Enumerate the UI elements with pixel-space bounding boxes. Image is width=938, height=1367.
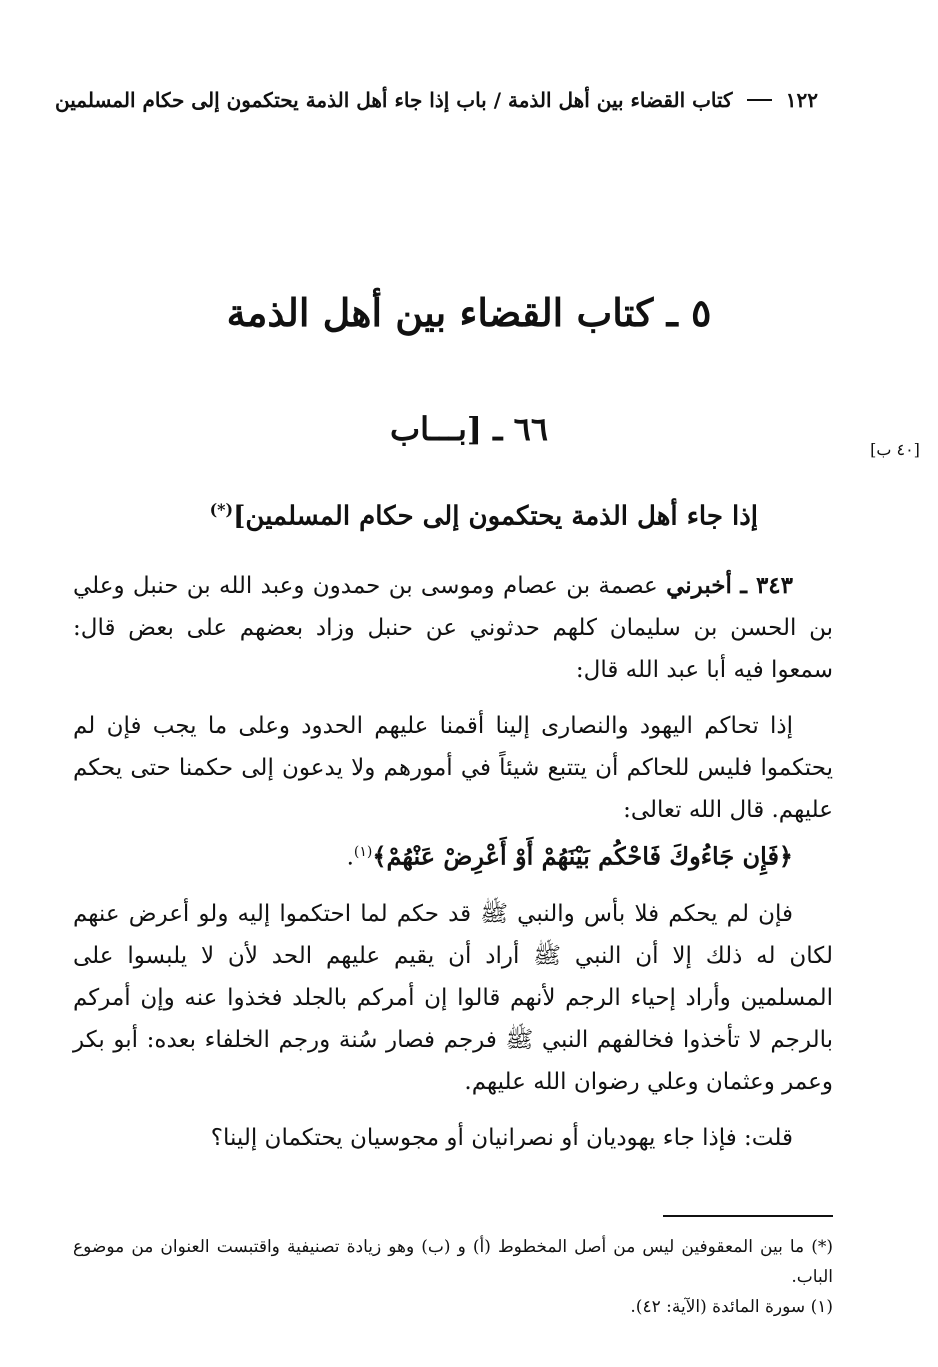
chapter-title: ٦٦ ـ [بـــاب xyxy=(389,410,549,448)
paragraph-ruling: إذا تحاكم اليهود والنصارى إلينا أقمنا عليهم الحدود وعلى ما يجب فإن لم يحتكموا فليس للحاكم أن يتتبع شيئاً في أمورهم ولا يدعون إلى حكمنا حتى يحكم عليهم. قال الله تعالى: xyxy=(73,713,833,823)
footnote-star: (*) ما بين المعقوفين ليس من أصل المخطوط (أ) و (ب) وهو زيادة تصنيفية واقتبست العنوان من موضوع الباب. xyxy=(73,1237,833,1287)
running-title: كتاب القضاء بين أهل الذمة / باب إذا جاء أهل الذمة يحتكمون إلى حكام المسلمين xyxy=(55,88,733,112)
section-title xyxy=(210,500,758,532)
paragraph-343 xyxy=(73,565,833,691)
running-header xyxy=(55,80,818,120)
paragraph-question: قلت: فإذا جاء يهوديان أو نصرانيان أو مجوسيان يحتكمان إلينا؟ xyxy=(210,1124,793,1151)
book-title: ٥ ـ كتاب القضاء بين أهل الذمة xyxy=(226,290,712,335)
hadith-number: ٣٤٣ ـ xyxy=(740,572,794,599)
quran-line xyxy=(73,831,833,879)
header-rule xyxy=(747,99,772,101)
main-text xyxy=(73,565,833,1159)
footnote-separator xyxy=(663,1215,833,1217)
quran-verse: ﴿فَإِن جَاءُوكَ فَاحْكُم بَيْنَهُمْ أَوْ أَعْرِضْ عَنْهُمْ﴾ xyxy=(372,841,793,871)
footnotes xyxy=(73,1232,833,1322)
footnote-1: (١) سورة المائدة (الآية: ٤٢). xyxy=(630,1297,833,1317)
quran-footnote-mark: (١) xyxy=(353,844,373,860)
page-number: ١٢٢ xyxy=(785,88,818,112)
margin-folio-reference: [٤٠ ب] xyxy=(870,440,920,459)
paragraph-explanation: فإن لم يحكم فلا بأس والنبي ﷺ قد حكم لما احتكموا إليه ولو أعرض عنهم لكان له ذلك إلا أن النبي ﷺ أراد أن يقيم عليهم الحد لأن لا يلبسوا على المسلمين وأراد إحياء الرجم لأنهم قالوا إن أمركم بالجلد فخذوا عنه وإن أمركم بالرجم لا تأخذوا فخالفهم النبي ﷺ فرجم فصار سُنة ورجم الخلفاء بعده: أبو بكر وعمر وعثمان وعلي رضوان الله عليهم. xyxy=(73,900,833,1095)
quran-end-punct: . xyxy=(346,844,354,871)
hadith-lead-word: أخبرني xyxy=(666,572,732,599)
section-title-text: إذا جاء أهل الذمة يحتكمون إلى حكام المسلمين] xyxy=(233,501,758,532)
section-title-footnote-mark: (*) xyxy=(209,500,234,519)
hadith-chain: عصمة بن عصام وموسى بن حمدون وعبد الله بن حنبل وعلي بن الحسن بن سليمان كلهم حدثوني عن حنبل وزاد بعضهم على بعض قال: سمعوا فيه أبا عبد الله قال: xyxy=(73,573,833,683)
